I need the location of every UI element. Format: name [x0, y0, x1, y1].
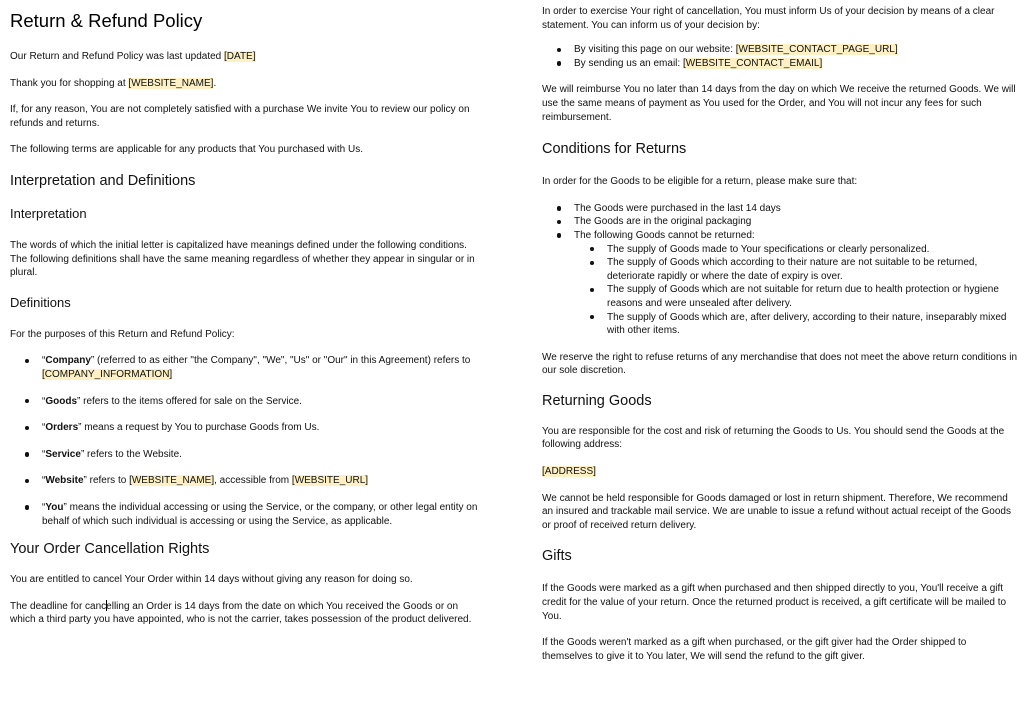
definition-orders — [42, 421, 488, 435]
responsible-paragraph — [542, 425, 1020, 452]
definition-website-text: ” refers to — [83, 475, 130, 487]
gift-2-line-1: If the Goods weren't marked as a gift when purchased, or the gift giver had the Order shipped to — [542, 637, 967, 649]
company-information-placeholder: [COMPANY_INFORMATION] — [42, 368, 173, 380]
left-page-column — [10, 0, 488, 627]
definition-goods — [42, 395, 488, 409]
deadline-paragraph — [10, 600, 488, 627]
last-updated-text: Our Return and Refund Policy was last updated — [10, 51, 225, 62]
definition-you-line-2: behalf of which such individual is accessing or using the Service, as applicable. — [42, 515, 393, 527]
damage-line-2: an insured and trackable mail service. We are unable to issue a refund without actual receipt of the Goods — [542, 506, 1011, 518]
non-returnable-list — [574, 243, 1020, 338]
exercise-paragraph — [542, 5, 1020, 32]
damage-line-3: or proof of received return delivery. — [542, 519, 697, 531]
reserve-paragraph — [542, 351, 1020, 378]
non-returnable-item-4-line-2: with other items. — [607, 325, 680, 337]
definition-company — [42, 354, 488, 381]
quote-mark: “ — [42, 475, 46, 487]
thanks-text: Thank you for shopping at — [10, 77, 129, 89]
quote-mark: “ — [42, 395, 46, 407]
non-returnable-item-4-line-1: The supply of Goods which are, after delivery, according to their nature, inseparably mixed — [607, 311, 1007, 323]
definition-service — [42, 448, 488, 462]
heading-conditions-for-returns: Conditions for Returns — [542, 141, 687, 158]
cancel-paragraph: You are entitled to cancel Your Order within 14 days without giving any reason for doing so. — [10, 574, 413, 586]
address-paragraph — [542, 465, 1020, 479]
contact-email-text: By sending us an email: — [574, 57, 683, 69]
reimburse-paragraph — [542, 83, 1020, 124]
deadline-text-b: elling an Order is 14 days from the date on which You received the Goods or on — [106, 600, 459, 612]
reimburse-line-2: use the same means of payment as You used for the Order, and You will not incur any fees for such — [542, 97, 982, 109]
deadline-line-2: which a third party you have appointed, who is not the carrier, takes possession of the product delivered. — [10, 614, 472, 626]
conditions-intro: In order for the Goods to be eligible for a return, please make sure that: — [542, 176, 858, 188]
exercise-line-2: statement. You can inform us of your decision by: — [542, 19, 760, 31]
intro-line-2: refunds and returns. — [10, 117, 100, 129]
thanks-suffix: . — [213, 77, 217, 89]
reimburse-line-3: reimbursement. — [542, 111, 612, 123]
non-returnable-item-3-line-1: The supply of Goods which are not suitable for return due to health protection or hygiene — [607, 284, 999, 296]
interp-line-1: The words of which the initial letter is capitalized have meanings defined under the following conditions. — [10, 239, 467, 251]
condition-item-3 — [574, 229, 1020, 338]
condition-item-1: The Goods were purchased in the last 14 days — [574, 202, 1020, 216]
definitions-intro: For the purposes of this Return and Refund Policy: — [10, 328, 235, 340]
website-url-placeholder: [WEBSITE_URL] — [291, 475, 369, 487]
interp-line-3: plural. — [10, 267, 38, 279]
non-returnable-item-3 — [607, 283, 1020, 310]
definition-service-text: ” refers to the Website. — [80, 448, 182, 460]
deadline-text-a: The deadline for canc — [10, 600, 107, 612]
conditions-list — [542, 202, 1020, 338]
quote-mark: “ — [42, 448, 46, 460]
heading-order-cancellation: Your Order Cancellation Rights — [10, 541, 210, 558]
gift-1-line-2: credit for the value of your return. Once the returned product is received, a gift certificate will be mailed to — [542, 597, 1007, 609]
definition-company-text: ” (referred to as either "the Company", "We", "Us" or "Our" in this Agreement) refers to — [90, 355, 471, 367]
reimburse-line-1: We will reimburse You no later than 14 days from the day on which We receive the returned Goods. We will — [542, 84, 1016, 96]
interpretation-paragraph — [10, 239, 488, 280]
non-returnable-item-1: The supply of Goods made to Your specifications or clearly personalized. — [607, 243, 1020, 257]
contact-list — [542, 43, 1020, 70]
non-returnable-item-3-line-2: reasons and were unsealed after delivery. — [607, 297, 792, 309]
exercise-line-1: In order to exercise Your right of cancellation, You must inform Us of your decision by means of a clear — [542, 6, 995, 17]
intro-paragraph — [10, 103, 488, 130]
quote-mark: “ — [42, 501, 46, 513]
contact-email-item — [574, 57, 1020, 71]
non-returnable-item-4 — [607, 311, 1020, 338]
contact-page-item — [574, 43, 1020, 57]
term-company: Company — [45, 355, 91, 367]
reserve-line-1: We reserve the right to refuse returns of any merchandise that does not meet the above return conditions in — [542, 351, 1018, 363]
right-page-column — [542, 0, 1020, 663]
intro-line-1: If, for any reason, You are not completely satisfied with a purchase We invite You to review our policy on — [10, 104, 470, 116]
definition-orders-text: ” means a request by You to purchase Goods from Us. — [78, 422, 320, 434]
gift-paragraph-1 — [542, 582, 1020, 623]
terms-paragraph: The following terms are applicable for any products that You purchased with Us. — [10, 144, 363, 156]
reserve-line-2: our sole discretion. — [542, 365, 626, 377]
responsible-line-2: following address: — [542, 439, 623, 451]
contact-page-url-placeholder: [WEBSITE_CONTACT_PAGE_URL] — [735, 44, 898, 56]
definitions-list — [10, 354, 488, 528]
heading-returning-goods: Returning Goods — [542, 392, 652, 409]
damage-line-1: We cannot be held responsible for Goods damaged or lost in return shipment. Therefore, We recommend — [542, 492, 1008, 504]
quote-mark: “ — [42, 355, 46, 367]
last-updated-paragraph — [10, 50, 488, 64]
website-name-placeholder: [WEBSITE_NAME] — [128, 77, 214, 89]
gift-2-line-2: themselves to give it to You later, We will send the refund to the gift giver. — [542, 650, 865, 662]
condition-item-3-text: The following Goods cannot be returned: — [574, 229, 755, 241]
gift-paragraph-2 — [542, 636, 1020, 663]
damage-paragraph — [542, 492, 1020, 533]
definition-you-text: ” means the individual accessing or using the Service, or the company, or other legal entity on — [63, 501, 478, 513]
heading-interpretation-definitions: Interpretation and Definitions — [10, 172, 196, 189]
definition-website — [42, 474, 488, 488]
non-returnable-item-2-line-1: The supply of Goods which according to their nature are not suitable to be returned, — [607, 257, 978, 269]
address-placeholder: [ADDRESS] — [542, 466, 596, 478]
non-returnable-item-2 — [607, 256, 1020, 283]
quote-mark: “ — [42, 422, 46, 434]
website-name-placeholder: [WEBSITE_NAME] — [129, 475, 215, 487]
contact-page-text: By visiting this page on our website: — [574, 44, 736, 56]
responsible-line-1: You are responsible for the cost and risk of returning the Goods to Us. You should send the Goods at the — [542, 425, 1005, 437]
interp-line-2: The following definitions shall have the same meaning regardless of whether they appear in singular or in — [10, 253, 475, 265]
gift-1-line-3: You. — [542, 610, 562, 622]
definition-goods-text: ” refers to the items offered for sale on the Service. — [77, 395, 302, 407]
contact-email-placeholder: [WEBSITE_CONTACT_EMAIL] — [682, 57, 823, 69]
non-returnable-item-2-line-2: deteriorate rapidly or where the date of expiry is over. — [607, 270, 843, 282]
condition-item-2: The Goods are in the original packaging — [574, 215, 1020, 229]
gift-1-line-1: If the Goods were marked as a gift when purchased and then shipped directly to you, You'll receive a gift — [542, 583, 1004, 595]
date-placeholder: [DATE] — [224, 51, 256, 62]
heading-interpretation: Interpretation — [10, 205, 87, 221]
page-title: Return & Refund Policy — [10, 10, 203, 31]
term-service: Service — [45, 448, 81, 460]
term-orders: Orders — [45, 422, 79, 434]
term-website: Website — [45, 475, 84, 487]
heading-gifts: Gifts — [542, 548, 572, 565]
heading-definitions: Definitions — [10, 294, 71, 310]
thanks-paragraph — [10, 77, 488, 91]
definition-website-text-2: , accessible from — [214, 475, 292, 487]
definition-you — [42, 501, 488, 528]
term-you: You — [45, 501, 64, 513]
term-goods: Goods — [45, 395, 78, 407]
